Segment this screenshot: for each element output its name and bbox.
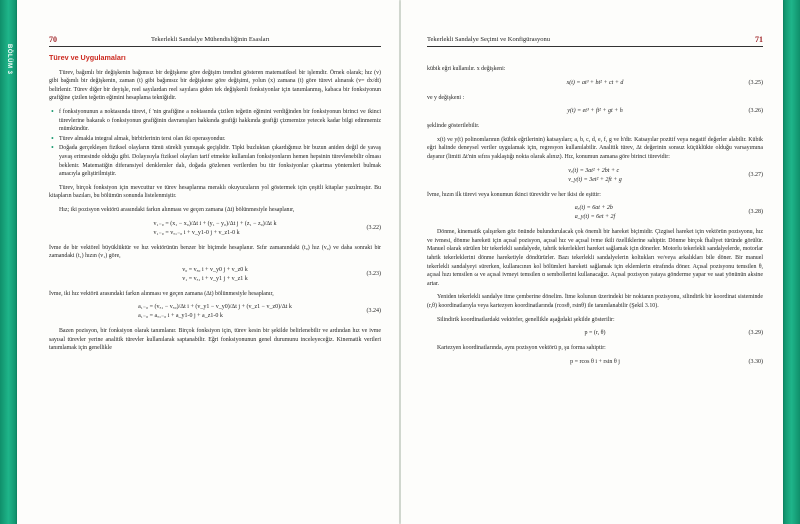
equation-3-22 xyxy=(49,220,381,238)
equation-line: vₓ(t) = 3at² + 2bt + c xyxy=(568,167,620,174)
equation-number: (3.29) xyxy=(748,330,763,337)
paragraph: Yeniden tekerlekli sandalye itme çemberine dönelim. İtme kolunun üzerindeki bir noktanın pozisyonu, silindirik bir koordinat sisteminde (r,θ) koordinatlarıyla veya kartezyen koordinatlarında (rcosθ, rsinθ) ile tanımlanabilir (Şekil 3.10). xyxy=(427,294,763,309)
list-item: • f fonksiyonunun a noktasında türevi, f 'nin grafiğine a noktasında çizilen teğetin eğimini verdiğinden bir fonksiyonun birinci ve ikinci türevlerine bakarak o fonksiyonun grafiğinin davranışları hakkında grafiği hakkında grafiği çizmemize yetecek kadar bilgi edinmemiz mümkündür. xyxy=(59,108,381,134)
equation-3-23 xyxy=(49,266,381,284)
equation-line: v₁₋₀ = (x₁ − x₀)/Δt i + (y₁ − y₀)/Δt j + (z₁ − z₀)/Δt k xyxy=(153,220,277,227)
right-page xyxy=(401,0,783,524)
equation-line: p = rcos θ i + rsin θ j xyxy=(570,358,620,365)
left-page-header xyxy=(49,36,381,47)
left-page xyxy=(17,0,399,524)
equation-line: v₀ = vₓ₀ i + v_y0 j + v_z0 k xyxy=(182,266,248,273)
equation-number: (3.28) xyxy=(748,209,763,216)
equation-line: a_y(t) = 6et + 2f xyxy=(574,214,616,221)
paragraph: İvme de bir vektörel büyüklüktür ve hız vektörünün benzer bir biçimde hesaplanır. Sıfır zamanındaki (t₀) hız (v₀) ve daha sonraki bir zamandaki (t₁) hızın (v₁) göre, xyxy=(49,244,381,260)
paragraph: Türev, birçok fonksiyon için mevcuttur ve türev hesaplarına meraklı okuyucuların yol göstermek için çeşitli kitaplar yazılmıştır. Bu kitapların bazıları, bu bölümün sonunda listelenmiştir. xyxy=(49,184,381,200)
paragraph: Türev, bağımlı bir değişkenin bağımsız bir değişkene göre değişim trendini gösteren matematiksel bir işlemdir. Örnek olarak; hız (v) gibi bağımlı bir değişkenin, zaman (t) gibi bağımsız bir değişkene göre değişimi, yolun (x) zamana (t) göre türevi alınarak (v= dx/dt) belirlenir. Türev diğer bir deyişle, reel sayılardan reel sayılara giden tek değişkenli fonksiyonlar için tanımlanmış, kabaca bir fonksiyonun grafiğine çizilen teğetin eğimini hesaplama tekniğidir. xyxy=(49,69,381,102)
running-title: Tekerlekli Sandalye Seçimi ve Konfigürasyonu xyxy=(427,36,551,43)
paragraph: ve y değişkeni : xyxy=(427,94,465,101)
page-number: 71 xyxy=(755,35,763,44)
equation-line: y(t) = et³ + ft² + gt + h xyxy=(567,108,623,115)
left-page-content xyxy=(49,54,381,358)
equation-3-28 xyxy=(427,204,763,222)
paragraph: x(t) ve y(t) polinomlarının (kübik eğrilerinin) katsayıları; a, b, c, d, e, f, g ve h'dir. Katsayılar pozitif veya negatif değerler alabilir. Kübik eğri halinde deneysel veriler uygulamak için, regresyon kullanılabilir. Analitik türev, Δt değerinin sonsuz küçüklükte olduğu varsayımına dayanır (limiti Δt'nin sıfıra yaklaştığı nokta olarak alınız). Hız, konumun zamana göre birinci türevidir: xyxy=(427,136,763,160)
paragraph: Bazen pozisyon, bir fonksiyon olarak tanımlanır. Birçok fonksiyon için, türev kesin bir şekilde belirlenebilir ve ardından hız ve ivme sayısal türevler yerine analitik türevler kullanılarak saptanabilir. Eğri fonksiyonunun genel durumunu inceleyeceğiz. Kinematik verileri tanımlamak için genellikle xyxy=(49,328,381,352)
equation-line: aₓ(t) = 6at + 2b xyxy=(574,205,613,212)
paragraph: Dönme, kinematik çalışırken göz önünde bulundurulacak çok önemli bir hareket biçimidir. Çizgisel hareket için vektörün pozisyonu, hız ve ivmesi, dönme hareketi için açısal pozisyon, açısal hız ve açısal ivme ikili özelliklerine sahiptir. Dönme birçok fhaliyet türünde görülür. Manuel olarak sürülen bir tekerlekli sandalyede, tahrik tekerlekleri hareket sağlamak için dönerler. Motorlu tekerlekli sandalyelerde, motorlar tahrik tekerleklerini dönme hareketiyle döndürürler. Bazı tekerlekli sandalyelerin koltukları ve/veya arkalıkları bile döner. Bir manuel tekerlekli sandalyeyi sürerken, kullanıcının kol bölümleri hareketi sağlamak için eklemlerin etrafında döner. Açısal pozisyonu temsilen θ, açısal hızı temsilen ω ve açısal ivmeyi temsilen α sembollerini kullanacağız. Açısal pozisyon yataya gönderme yapar ve saat yönünün aksine artar. xyxy=(427,229,763,287)
section-heading: Türev ve Uygulamaları xyxy=(49,53,126,62)
chapter-color-band-right xyxy=(783,0,800,524)
equation-line: p = (r, θ) xyxy=(584,330,606,337)
chapter-color-band-left xyxy=(0,0,17,524)
bullet-list xyxy=(49,108,381,179)
paragraph: İvme, iki hız vektörü arasındaki farkın alınması ve geçen zamana (Δt) bölünmesiyle hesaplanır, xyxy=(49,290,274,297)
equation-line: a₁₋₀ = (vₓ₁ − vₓ₀)/Δt i + (v_y1 − v_y0)/Δt j + (v_z1 − v_z0)/Δt k xyxy=(138,304,292,311)
paragraph: Silindirik koordinatlardaki vektörler, genellikle aşağıdaki şekilde gösterilir: xyxy=(437,316,615,323)
equation-number: (3.26) xyxy=(748,108,763,115)
equation-3-27 xyxy=(427,167,763,185)
equation-number: (3.22) xyxy=(366,224,381,231)
paragraph: şeklinde gösterilebilir. xyxy=(427,123,480,130)
page-number: 70 xyxy=(49,35,57,44)
equation-number: (3.30) xyxy=(748,358,763,365)
equation-line: v₁₋₀ = vₓ₁₋₀ i + v_y1-0 j + v_z1-0 k xyxy=(153,229,240,236)
equation-number: (3.23) xyxy=(366,270,381,277)
equation-number: (3.25) xyxy=(748,79,763,86)
equation-3-29 xyxy=(427,329,763,338)
chapter-tab-left: BÖLÜM 3 xyxy=(6,44,12,75)
paragraph: Hız; iki pozisyon vektörü arasındaki farkın alınması ve geçen zamana (Δt) bölünmesiyle hesaplanır, xyxy=(59,206,295,213)
equation-3-25 xyxy=(427,79,763,88)
equation-number: (3.27) xyxy=(748,171,763,178)
paragraph: İvme, hızın ilk türevi veya konumun ikinci türevidir ve her ikisi de eşittir: xyxy=(427,191,601,198)
list-item: • Doğada gerçekleşen fiziksel olayların tümü sürekli yumuşak geçişlidir. Tipki buzluktan çıkardığımız bir buzun aniden değil de yavaş yavaş erimesinde olduğu gibi. Dolayısıyla fiziksel olayları tarif etmekte kullanılan fonksiyonların hemen hepsinin türevlenebilir olması beklenir. Matematiğin diferansiyel denklemler dalı, doğada gözlenen verilerden bu tür fonksiyonlar çıkartma yöntemleri bulmak amacıyla geliştirilmiştir. xyxy=(59,144,381,178)
equation-3-30 xyxy=(427,358,763,367)
equation-line: v_y(t) = 3et² + 2ft + g xyxy=(568,176,622,183)
equation-line: a₁₋₀ = aₓ₁₋₀ i + a_y1-0 j + a_z1-0 k xyxy=(138,313,223,320)
equation-line: x(t) = at³ + bt² + ct + d xyxy=(566,79,624,86)
paragraph: kübik eğri kullanılır. x değişkeni: xyxy=(427,66,506,72)
equation-3-26 xyxy=(427,107,763,116)
list-item: • Türev almakla integral almak, birbirlerinin tersi olan iki operasyondur. xyxy=(59,135,381,144)
equation-number: (3.24) xyxy=(366,308,381,315)
right-page-header xyxy=(427,36,763,47)
right-page-content xyxy=(427,65,763,373)
equation-3-24 xyxy=(49,303,381,321)
paragraph: Kartezyen koordinatlarında, aynı pozisyon vektörü p, şu forma sahiptir: xyxy=(437,345,606,352)
running-title: Tekerlekli Sandalye Mühendisliğinin Esasları xyxy=(151,36,270,43)
equation-line: v₁ = vₓ₁ i + v_y1 j + v_z1 k xyxy=(182,275,248,282)
